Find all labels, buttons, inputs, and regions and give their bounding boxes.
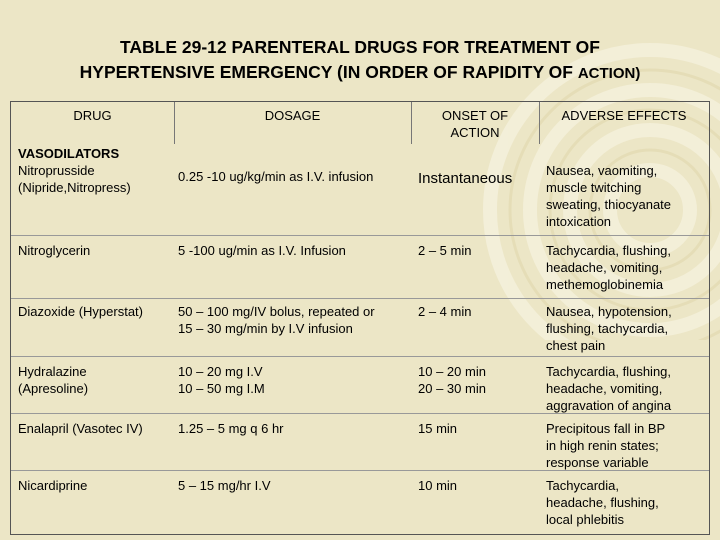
cell-drug <box>18 242 90 259</box>
cell-drug <box>18 162 131 196</box>
adverse-line: chest pain <box>546 338 606 353</box>
onset-line: Instantaneous <box>418 170 513 187</box>
cell-adverse <box>546 303 672 354</box>
adverse-line: headache, vomiting, <box>546 381 663 396</box>
cell-onset <box>418 242 471 259</box>
page-title <box>0 35 720 86</box>
adverse-line: headache, flushing, <box>546 495 659 510</box>
cell-dosage <box>178 168 373 185</box>
cell-drug <box>18 303 143 320</box>
drug-table <box>10 101 710 535</box>
adverse-line: local phlebitis <box>546 512 625 527</box>
onset-line: 20 – 30 min <box>418 381 486 396</box>
cell-adverse <box>546 363 671 414</box>
dosage-line: 50 – 100 mg/IV bolus, repeated or <box>178 304 375 319</box>
cell-adverse <box>546 162 671 230</box>
adverse-line: aggravation of angina <box>546 398 672 413</box>
header-dosage: DOSAGE <box>264 108 321 123</box>
dosage-line: 10 – 20 mg I.V <box>178 364 263 379</box>
onset-line: 10 min <box>418 478 458 493</box>
title-line-1: TABLE 29-12 PARENTERAL DRUGS FOR TREATMENT OF <box>120 37 600 57</box>
header-adverse-effects: ADVERSE EFFECTS <box>561 108 687 123</box>
drug-line: Enalapril (Vasotec IV) <box>18 421 143 436</box>
cell-adverse <box>546 242 671 293</box>
adverse-line: Precipitous fall in BP <box>546 421 666 436</box>
adverse-line: sweating, thiocyanate <box>546 197 672 212</box>
header-onset <box>411 107 539 141</box>
adverse-line: flushing, tachycardia, <box>546 321 669 336</box>
drug-line: (Nipride,Nitropress) <box>18 180 131 195</box>
row-divider <box>11 235 709 236</box>
cell-dosage <box>178 303 375 337</box>
adverse-line: intoxication <box>546 214 612 229</box>
cell-drug <box>18 363 88 397</box>
cell-drug <box>18 477 87 494</box>
drug-line: (Apresoline) <box>18 381 89 396</box>
section-label: VASODILATORS <box>18 146 120 161</box>
adverse-line: headache, vomiting, <box>546 260 663 275</box>
dosage-line: 15 – 30 mg/min by I.V infusion <box>178 321 353 336</box>
drug-line: Nicardiprine <box>18 478 88 493</box>
title-line-2-small: ACTION) <box>577 65 641 82</box>
adverse-line: in high renin states; <box>546 438 659 453</box>
adverse-line: response variable <box>546 455 649 470</box>
row-divider <box>11 413 709 414</box>
dosage-line: 10 – 50 mg I.M <box>178 381 265 396</box>
cell-dosage <box>178 363 265 397</box>
onset-line: 15 min <box>418 421 458 436</box>
drug-line: Nitroglycerin <box>18 243 91 258</box>
dosage-line: 1.25 – 5 mg q 6 hr <box>178 421 284 436</box>
dosage-line: 5 -100 ug/min as I.V. Infusion <box>178 243 346 258</box>
cell-dosage <box>178 420 284 437</box>
header-drug: DRUG <box>73 108 112 123</box>
cell-adverse <box>546 420 665 471</box>
cell-onset <box>418 170 512 187</box>
cell-onset <box>418 420 457 437</box>
drug-line: Diazoxide (Hyperstat) <box>18 304 143 319</box>
cell-dosage <box>178 477 271 494</box>
title-line-2-main: HYPERTENSIVE EMERGENCY (IN ORDER OF RAPIDITY OF <box>79 62 578 82</box>
cell-drug <box>18 420 143 437</box>
title-line-2 <box>0 60 720 86</box>
adverse-line: Tachycardia, flushing, <box>546 243 672 258</box>
cell-onset <box>418 363 486 397</box>
onset-line: 2 – 4 min <box>418 304 472 319</box>
adverse-line: muscle twitching <box>546 180 642 195</box>
onset-line: 2 – 5 min <box>418 243 472 258</box>
adverse-line: Nausea, hypotension, <box>546 304 672 319</box>
onset-line: 10 – 20 min <box>418 364 486 379</box>
adverse-line: methemoglobinemia <box>546 277 664 292</box>
row-divider <box>11 356 709 357</box>
adverse-line: Nausea, vaomiting, <box>546 163 658 178</box>
drug-line: Hydralazine <box>18 364 87 379</box>
dosage-line: 0.25 -10 ug/kg/min as I.V. infusion <box>178 169 374 184</box>
dosage-line: 5 – 15 mg/hr I.V <box>178 478 271 493</box>
row-divider <box>11 470 709 471</box>
header-onset-line: ACTION <box>450 125 500 140</box>
adverse-line: Tachycardia, flushing, <box>546 364 672 379</box>
adverse-line: Tachycardia, <box>546 478 619 493</box>
cell-onset <box>418 477 457 494</box>
cell-onset <box>418 303 471 320</box>
header-onset-line: ONSET OF <box>441 108 509 123</box>
cell-dosage <box>178 242 346 259</box>
row-divider <box>11 298 709 299</box>
cell-adverse <box>546 477 659 528</box>
drug-line: Nitroprusside <box>18 163 95 178</box>
